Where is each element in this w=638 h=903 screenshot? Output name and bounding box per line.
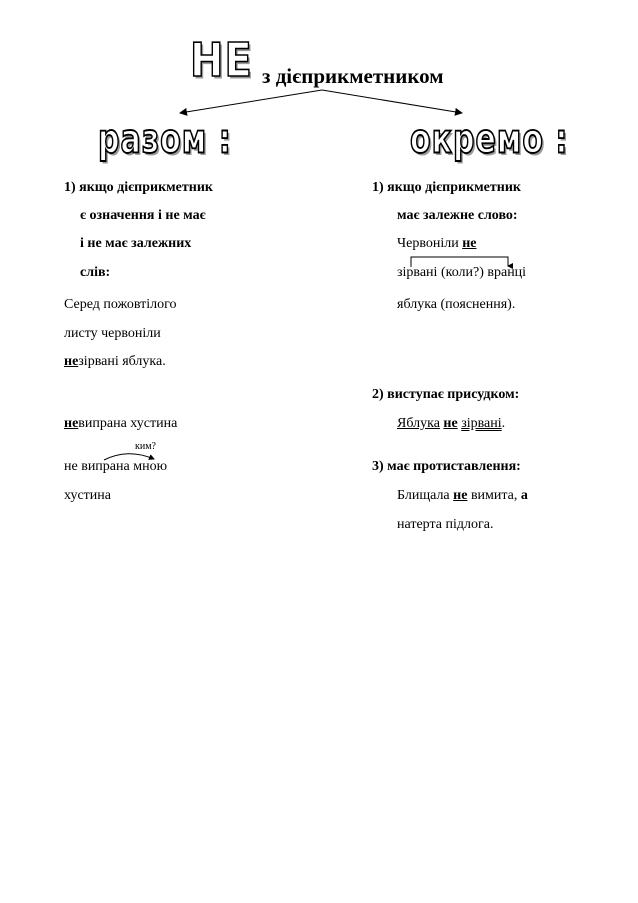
right-example3-line2: натерта підлога. xyxy=(397,517,494,532)
question-kym: ким? xyxy=(135,441,156,452)
right-example3-line1: Блищала не вимита, а xyxy=(397,488,528,503)
right-rule1-line1: 1) якщо дієприкметник xyxy=(372,180,521,195)
razom-heading: разом : xyxy=(98,116,232,164)
right-example2: Яблука не зірвані. xyxy=(397,416,506,431)
left-branch-arrow xyxy=(180,90,322,113)
left-rule1-line2: є означення і не має xyxy=(80,208,206,223)
left-rule1-line4: слів: xyxy=(80,265,111,280)
ne-particle: не xyxy=(443,416,458,431)
ne-wordart-title: НЕ xyxy=(190,34,253,88)
right-branch-arrow xyxy=(322,90,462,113)
left-example1-line1: Серед пожовтілого xyxy=(64,297,177,312)
right-rule1-line2: має залежне слово: xyxy=(397,208,518,223)
page-title: з дієприкметником xyxy=(262,64,444,88)
left-rule1-line1: 1) якщо дієприкметник xyxy=(64,180,213,195)
left-example1-line2: листу червоніли xyxy=(64,326,161,341)
right-example1-line2: зірвані (коли?) вранці xyxy=(397,265,527,280)
left-example3-line2: хустина xyxy=(64,488,111,503)
ne-particle: не xyxy=(462,236,477,251)
ne-particle: не xyxy=(453,488,468,503)
right-example1-line3: яблука (пояснення). xyxy=(397,297,516,312)
right-rule2: 2) виступає присудком: xyxy=(372,387,520,402)
right-example1-line1: Червоніли не xyxy=(397,236,477,251)
left-example1-line3: незірвані яблука. xyxy=(64,354,166,369)
ne-particle: не xyxy=(64,416,79,431)
left-example3-line1: не випрана мною xyxy=(64,459,168,474)
okremo-heading: окремо : xyxy=(410,116,569,164)
right-rule3: 3) має протиставлення: xyxy=(372,459,521,474)
left-rule1-line3: і не має залежних xyxy=(80,236,192,251)
ne-particle: не xyxy=(64,354,79,369)
left-example2: невипрана хустина xyxy=(64,416,178,431)
